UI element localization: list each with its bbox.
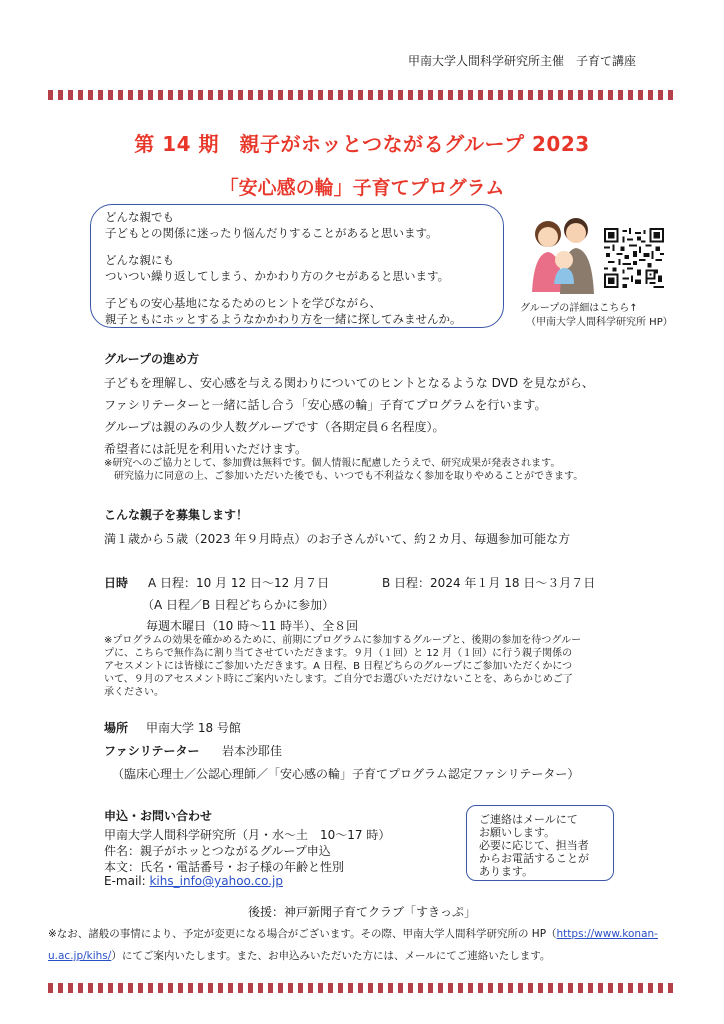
progress-note: 研究協力に同意の上、ご参加いただいた後でも、いつでも不利益なく参加を取りやめることができます。 (114, 471, 584, 482)
hp-link[interactable]: https://www.konan- (556, 928, 658, 940)
schedule-note: アセスメントには皆様にご参加いただきます。A 日程、B 日程どちらのグループにご参加いただくかにつ (104, 661, 573, 672)
progress-text: グループは親のみの少人数グループです（各期定員６名程度）。 (104, 420, 445, 434)
schedule-choose: （A 日程／B 日程どちらかに参加） (142, 598, 335, 612)
intro-text: どんな親にも (105, 253, 174, 267)
schedule-note: 承ください。 (104, 687, 164, 698)
qr-caption (520, 302, 680, 330)
facilitator-credentials: （臨床心理士／公認心理師／「安心感の輪」子育てプログラム認定ファシリテーター） (112, 767, 580, 781)
footer-line-2 (48, 950, 688, 963)
schedule-label: 日時 (104, 576, 129, 590)
page-title: 第 14 期 親子がホッとつながるグループ 2023 (134, 132, 590, 156)
contact-text: 本文：氏名・電話番号・お子様の年齢と性別 (104, 860, 345, 874)
organizer-header: 甲南大学人間科学研究所主催 子育て講座 (407, 54, 636, 68)
intro-text: ついつい繰り返してしまう、かかわり方のクセがあると思います。 (105, 269, 450, 283)
contact-note-line: 必要に応じて、担当者 (479, 839, 589, 852)
decorative-stripe-top (48, 90, 676, 100)
page-subtitle: 「安心感の輪」子育てプログラム (219, 177, 505, 199)
footer-text: ）にてご案内いたします。また、お申込みいただいた方には、メールにてご連絡いたします。 (111, 950, 551, 962)
schedule-b: B 日程：2024 年１月 18 日～３月７日 (382, 576, 596, 590)
progress-text: 希望者には託児を利用いただけます。 (104, 442, 308, 456)
facilitator-label: ファシリテーター (104, 744, 200, 758)
intro-text: 親子ともにホッとするようなかかわり方を一緒に探してみませんか。 (105, 312, 462, 326)
footer-line-1 (48, 928, 688, 941)
progress-text: ファシリテーターと一緒に話し合う「安心感の輪」子育てプログラムを行います。 (104, 398, 547, 412)
contact-note-line: ご連絡はメールにて (479, 813, 578, 826)
contact-note-box (466, 805, 614, 881)
family-illustration (524, 212, 600, 298)
progress-heading: グループの進め方 (104, 352, 200, 366)
contact-heading: 申込・お問い合わせ (104, 809, 213, 823)
schedule-note: ※プログラムの効果を確かめるために、前期にプログラムに参加するグループと、後期の参加を待つグルー (104, 635, 582, 646)
schedule-a: A 日程：10 月 12 日～12 月７日 (148, 576, 330, 590)
schedule-weekly: 毎週木曜日（10 時～11 時半）、全８回 (146, 619, 359, 633)
schedule-note: いて、９月のアセスメント時にご案内いたします。ご自分でお選びいただけないことを、あらかじめご了 (104, 674, 573, 685)
email-link[interactable]: kihs_info@yahoo.co.jp (149, 874, 283, 888)
decorative-stripe-bottom (48, 983, 676, 993)
facilitator-name: 岩本沙耶佳 (222, 744, 283, 758)
recruit-text: 満１歳から５歳（2023 年９月時点）のお子さんがいて、約２カ月、毎週参加可能な方 (104, 532, 571, 546)
venue-value: 甲南大学 18 号館 (146, 721, 241, 735)
progress-note: ※研究へのご協力として、参加費は無料です。個人情報に配慮したうえで、研究成果が発表されます。 (104, 458, 561, 469)
schedule-note: プに、こちらで無作為に割り当てさせていただきます。９月（１回）と 12 月（１回）に行う親子関係の (104, 648, 573, 659)
contact-text: 甲南大学人間科学研究所（月・水～土 10～17 時） (104, 828, 391, 842)
recruit-heading: こんな親子を募集します！ (104, 508, 249, 522)
intro-box (90, 204, 504, 328)
progress-text: 子どもを理解し、安心感を与える関わりについてのヒントとなるような DVD を見ながら、 (104, 376, 594, 390)
contact-email-row (104, 874, 283, 888)
hp-link[interactable]: u.ac.jp/kihs/ (48, 950, 112, 962)
contact-note-line: お願いします。 (479, 826, 556, 839)
footer-text: ※なお、諸般の事情により、予定が変更になる場合がございます。その際、甲南大学人間科学研究所の HP（ (48, 928, 557, 940)
venue-label: 場所 (104, 721, 129, 735)
qr-caption-line: （甲南大学人間科学研究所 HP） (526, 317, 673, 328)
intro-text: どんな親でも (105, 210, 174, 224)
qr-code[interactable] (604, 228, 664, 288)
sponsor: 後援：神戸新聞子育てクラブ「すきっぷ」 (247, 905, 476, 919)
qr-caption-line: グループの詳細はこちら↑ (520, 303, 638, 314)
intro-text: 子どもとの関係に迷ったり悩んだりすることがあると思います。 (105, 226, 438, 240)
contact-text: 件名：親子がホッとつながるグループ申込 (104, 844, 331, 858)
email-label: E-mail: (104, 874, 150, 888)
intro-text: 子どもの安心基地になるためのヒントを学びながら、 (105, 296, 381, 310)
contact-note-line: からお電話することが (479, 852, 589, 865)
contact-note-line: あります。 (479, 865, 534, 878)
